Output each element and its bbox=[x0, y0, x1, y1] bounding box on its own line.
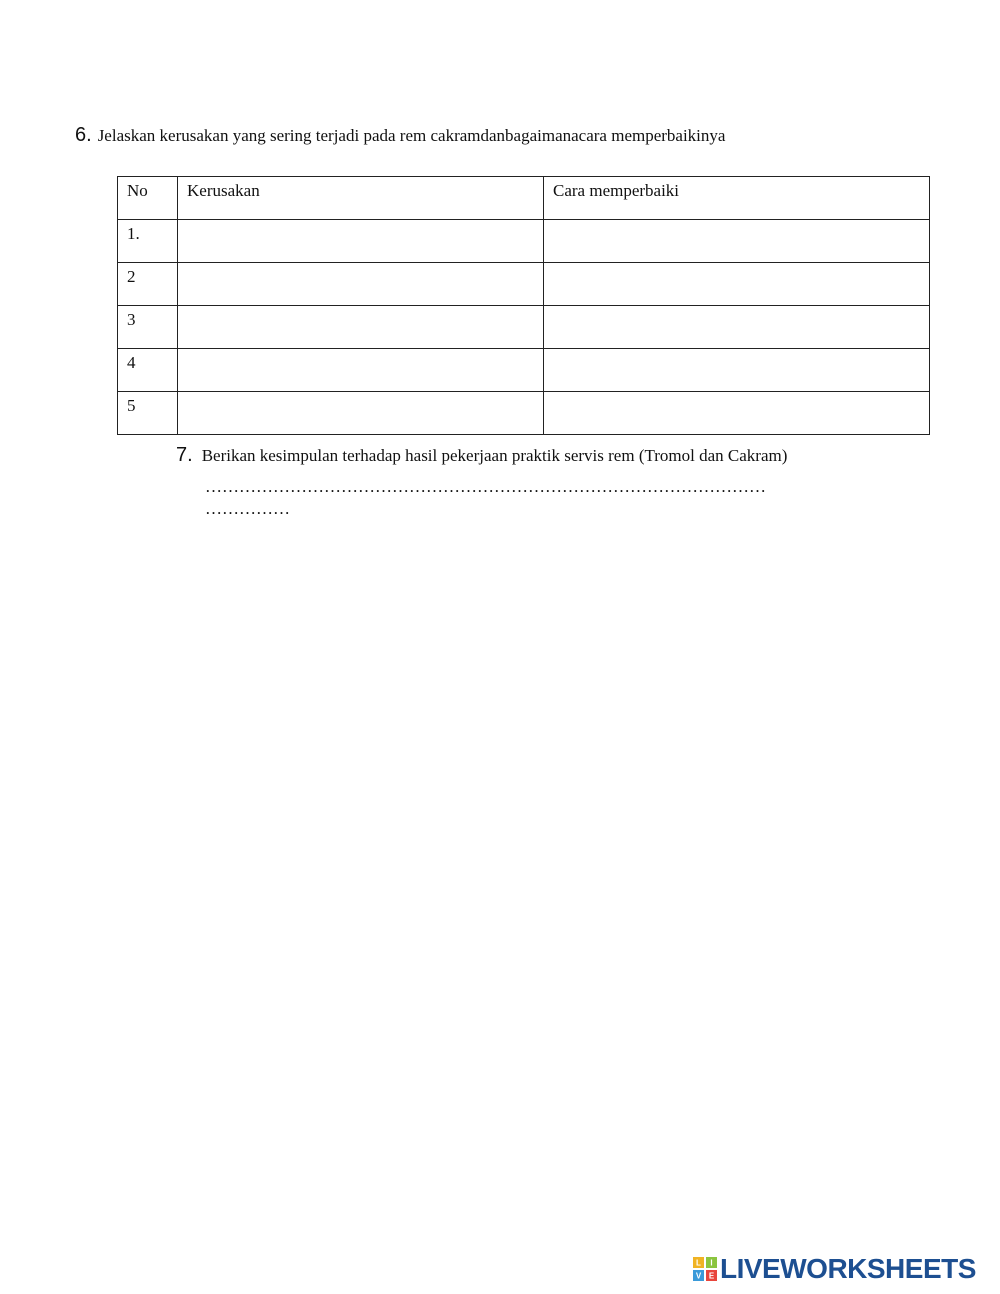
answer-line-1[interactable]: ……………………………………………………………………………………… bbox=[205, 477, 766, 496]
table-header-row bbox=[118, 177, 930, 220]
kerusakan-cell[interactable] bbox=[178, 392, 544, 435]
logo-text: LIVEWORKSHEETS bbox=[720, 1253, 976, 1284]
cara-cell[interactable] bbox=[544, 392, 930, 435]
table-row bbox=[118, 306, 930, 349]
header-kerusakan: Kerusakan bbox=[178, 177, 544, 220]
cara-cell[interactable] bbox=[544, 263, 930, 306]
question-6-text: Jelaskan kerusakan yang sering terjadi pada rem cakramdanbagaimanacara memperbaikinya bbox=[97, 126, 726, 145]
svg-text:L: L bbox=[696, 1258, 701, 1268]
row-number: 1. bbox=[118, 220, 178, 263]
cara-cell[interactable] bbox=[544, 349, 930, 392]
header-no: No bbox=[118, 177, 178, 220]
table-row bbox=[118, 220, 930, 263]
question-7-number: 7. bbox=[176, 444, 193, 466]
row-number: 5 bbox=[118, 392, 178, 435]
header-cara-memperbaiki: Cara memperbaiki bbox=[544, 177, 930, 220]
svg-text:E: E bbox=[708, 1271, 715, 1281]
liveworksheets-logo-icon bbox=[693, 1257, 717, 1281]
question-7 bbox=[176, 444, 787, 467]
answer-table bbox=[117, 176, 930, 435]
svg-text:V: V bbox=[695, 1271, 702, 1281]
kerusakan-cell[interactable] bbox=[178, 263, 544, 306]
question-7-text: Berikan kesimpulan terhadap hasil pekerjaan praktik servis rem (Tromol dan Cakram) bbox=[201, 446, 788, 465]
svg-text:I: I bbox=[710, 1258, 713, 1268]
question-6-number: 6. bbox=[75, 124, 92, 146]
table-row bbox=[118, 263, 930, 306]
kerusakan-cell[interactable] bbox=[178, 306, 544, 349]
cara-cell[interactable] bbox=[544, 220, 930, 263]
question-6 bbox=[75, 124, 955, 147]
table-row bbox=[118, 349, 930, 392]
row-number: 3 bbox=[118, 306, 178, 349]
answer-line-2[interactable]: …………… bbox=[205, 499, 290, 518]
row-number: 4 bbox=[118, 349, 178, 392]
kerusakan-cell[interactable] bbox=[178, 220, 544, 263]
row-number: 2 bbox=[118, 263, 178, 306]
table-row bbox=[118, 392, 930, 435]
kerusakan-cell[interactable] bbox=[178, 349, 544, 392]
cara-cell[interactable] bbox=[544, 306, 930, 349]
liveworksheets-logo bbox=[693, 1254, 976, 1284]
